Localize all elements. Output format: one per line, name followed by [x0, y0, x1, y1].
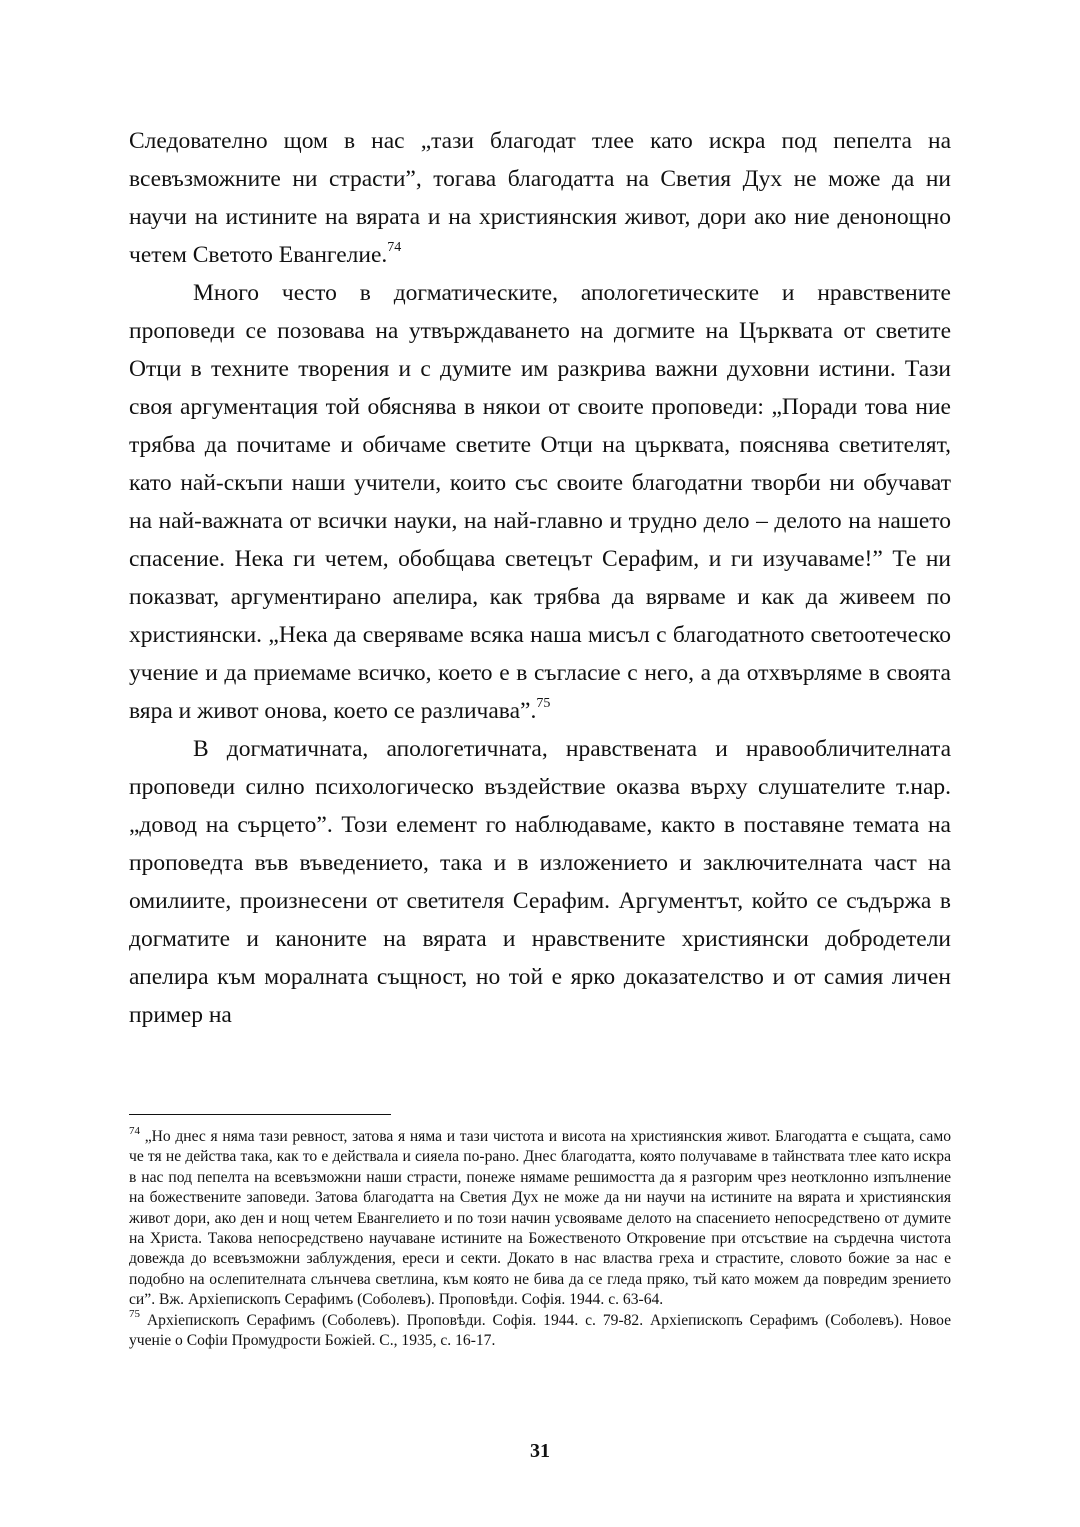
page-number: 31: [530, 1440, 550, 1462]
main-text: [129, 122, 951, 1034]
paragraph-1-text: Следователно щом в нас „тази благодат тлее като искра под пепелта на всевъзможните ни страсти”, тогава благодатта на Светия Дух не може да ни научи на истините на вярата и на християнския живот, дори ако ние денонощно четем Светото Евангелие.: [129, 128, 951, 268]
footnote-number: 74: [129, 1124, 140, 1137]
footnote-74: [129, 1124, 951, 1311]
footnotes: [129, 1124, 951, 1351]
footnote-text: Архіепископъ Серафимъ (Соболевъ). Проповѣди. Софія. 1944. с. 79-82. Архіепископъ Серафимъ (Соболевъ). Новое ученіе о Софіи Промудрости Божіей. С., 1935, с. 16-17.: [129, 1311, 951, 1350]
paragraph-3-text: В догматичната, апологетичната, нравствената и нравообличителната проповеди силно психологическо въздействие оказва върху слушателите т.нар. „довод на сърцето”. Този елемент го наблюдаваме, както в поставяне темата на проповедта във въведението, така и в изложението и заключителната част на омилиите, произнесени от светителя Серафим. Аргументът, който се съдържа в догматите и каноните на вярата и нравствените християнски добродетели апелира към моралната същност, но той е ярко доказателство и от самия личен пример на: [129, 736, 951, 1028]
paragraph-2: [129, 274, 951, 730]
footnote-text: „Но днес я няма тази ревност, затова я няма и тази чистота и висота на християнския живот. Благодатта е същата, само че тя не действа така, как то е действала и сияела по-рано. Днес благодатта, която получаваме в тайнствата тлее като искра в нас под пепелта на всевъзможни наши страсти, понеже нямаме решимостта да я разгорим чрез неотклонно изпълнение на божествените заповеди. Затова благодатта на Светия Дух не може да ни научи на истините на вярата и християнския живот дори, ако ден и нощ четем Евангелието и по този начин усвояваме делото на спасението непосредствено от думите на Христа. Такова непосредствено научаване истините на Божественото Откровение при отсъствие на сърдечна чистота довежда до всевъзможни заблуждения, ереси и секти. Докато в нас властва греха и страстите, словото божие за нас е подобно на ослепителната слънчева светлина, към която не бива да се гледа пряко, тъй като можем да повредим зрението си”. Вж. Архіепископъ Серафимъ (Соболевъ). Проповѣди. Софія. 1944. с. 63-64.: [129, 1128, 951, 1309]
paragraph-2-text: Много често в догматическите, апологетическите и нравствените проповеди се позовава на утвърждаването на догмите на Църквата от светите Отци в техните творения и с думите им разкрива важни духовни истини. Тази своя аргументация той обяснява в някои от своите проповеди: „Поради това ние трябва да почитаме и обичаме светите Отци на църквата, пояснява светителят, като най-скъпи наши учители, които със своите благодатни творби ни обучават на най-важната от всички науки, на най-главно и трудно дело – делото на нашето спасение. Нека ги четем, обобщава светецът Серафим, и ги изучаваме!” Те ни показват, аргументирано апелира, как трябва да вярваме и как да живеем по християнски. „Нека да сверяваме всяка наша мисъл с благодатното светоотеческо учение и да приемаме всичко, което е в съгласие с него, а да отхвърляме в своята вяра и живот онова, което се различава”.: [129, 280, 951, 724]
footnote-75: [129, 1308, 951, 1352]
footnote-ref-75[interactable]: 75: [536, 696, 551, 712]
footnote-ref-74[interactable]: 74: [387, 240, 402, 256]
paragraph-1: [129, 122, 951, 274]
footnote-separator: [129, 1114, 391, 1115]
paragraph-3: [129, 730, 951, 1034]
footnote-number: 75: [129, 1308, 140, 1321]
